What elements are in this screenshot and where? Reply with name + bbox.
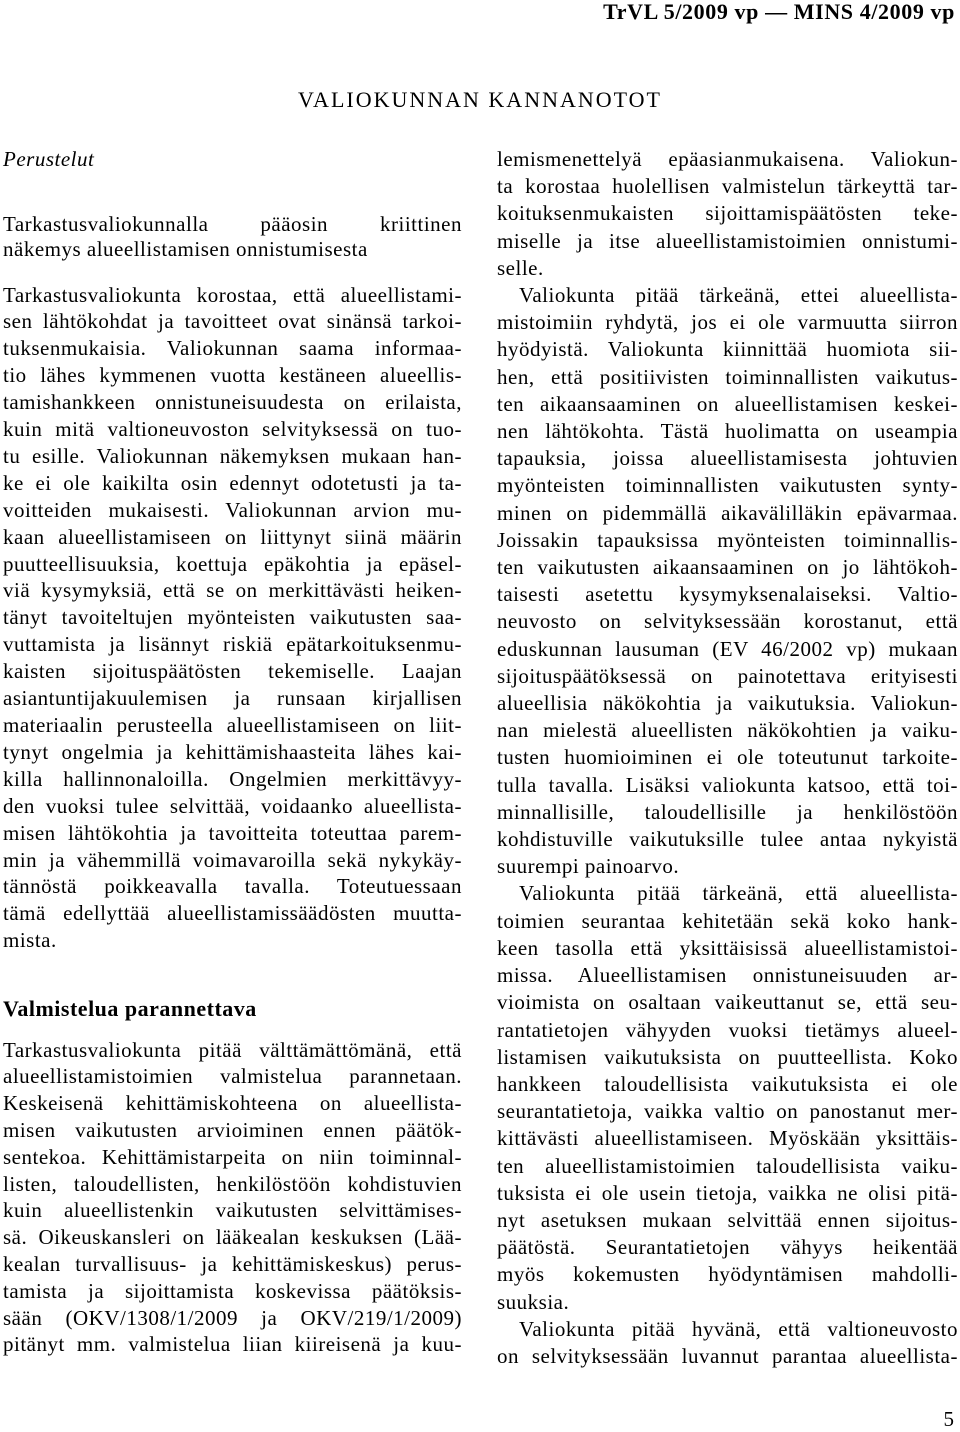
- text-line: mista.: [3, 928, 57, 953]
- text-line: nan mielestä alueellisten näkökohtien ja vaiku-: [497, 718, 958, 743]
- text-line: tuksenmukaisia. Valiokunnan saama informaa-: [3, 336, 462, 361]
- text-line: neuvosto on selvityksessään korostanut, että: [497, 609, 958, 634]
- text-line: ten aikaansaaminen on alueellistamisen keskei-: [497, 391, 958, 416]
- text-line: taisesti asetettu kysymyksenalaiseksi. Valtio-: [497, 582, 958, 607]
- text-line: asiantuntijakuulemisen ja runsaan kirjallisen: [3, 686, 462, 711]
- text-line: alueellisia näkökohtia ja vaikutuksia. Valiokun-: [497, 691, 958, 716]
- paragraph: [3, 1037, 462, 1359]
- text-line: tamista ja sijoittamista koskevissa päätöksis-: [3, 1278, 462, 1303]
- text-line: tänyt tavoiteltujen myönteisten vaikutusten saa-: [3, 605, 462, 630]
- paragraph: [497, 146, 958, 282]
- text-line: kaan alueellistamiseen on liittynyt siinä määrin: [3, 524, 462, 549]
- section-label: Perustelut: [3, 147, 95, 171]
- text-line: min ja vähemmillä voimavaroilla sekä nykykäy-: [3, 847, 462, 872]
- text-line: ten alueellistamistoimien taloudellisista vaiku-: [497, 1153, 958, 1178]
- text-line: keen tasolla että yksittäisissä alueellistamistoi-: [497, 935, 958, 960]
- text-line: tu esille. Valiokunnan näkemyksen mukaan han-: [3, 443, 462, 468]
- text-line: tynyt ongelmia ja kehittämishaasteita lähes kai-: [3, 739, 462, 764]
- text-line: myös kokemusten hyödyntämisen mahdolli-: [497, 1262, 958, 1287]
- text-line: Tarkastusvaliokunta korostaa, että alueellistami-: [3, 282, 462, 307]
- text-line: puutteellisuuksia, koettuja epäkohtia ja epäsel-: [3, 551, 462, 576]
- page-number: 5: [943, 1407, 954, 1431]
- text-line: on selvityksessään luvannut parantaa alueellista-: [497, 1343, 958, 1368]
- text-line: miselle ja itse alueellistamistoimien onnistumi-: [497, 228, 958, 253]
- subheading: Valmistelua parannettava: [3, 995, 257, 1021]
- text-line: Joissakin tapauksissa myönteisten toiminnallis-: [497, 527, 958, 552]
- text-line: mistoimiin ryhdytä, jos ei ole varmuutta siirron: [497, 310, 958, 335]
- text-line: sään (OKV/1308/1/2009 ja OKV/219/1/2009): [3, 1305, 462, 1330]
- text-line: kaisten sijoituspäätösten tekemiselle. Laajan: [3, 659, 462, 684]
- page-title: VALIOKUNNAN KANNANOTOT: [298, 87, 662, 112]
- text-line: päätöstä. Seurantatietojen vähyys heikentää: [497, 1235, 958, 1260]
- text-line: tuksista ei ole usein tietoja, vaikka ne olisi pitä-: [497, 1180, 958, 1205]
- text-line: kealan turvallisuus- ja kehittämiskeskus) perus-: [3, 1252, 462, 1277]
- text-line: minnallisille, taloudellisille ja henkilöstöön: [497, 799, 958, 824]
- text-line: tusten huomioiminen ei ole toteutunut tarkoite-: [497, 745, 958, 770]
- text-line: selle.: [497, 255, 544, 280]
- text-line: ten vaikutusten aikaansaaminen on jo lähtökoh-: [497, 555, 958, 580]
- text-line: listamisen vaikutuksista on puutteellista. Koko: [497, 1044, 958, 1069]
- text-line: sentekoa. Kehittämistarpeita on niin toiminnal-: [3, 1144, 462, 1169]
- text-line: näkemys alueellistamisen onnistumisesta: [3, 237, 368, 261]
- text-line: myönteisten toiminnallisten vaikutusten synty-: [497, 473, 958, 498]
- text-line: hankkeen taloudellisista vaikutuksista ei ole: [497, 1071, 958, 1096]
- text-line: killa hallinnonaloilla. Ongelmien merkittävyy-: [3, 766, 462, 791]
- text-line: tämä edellyttää alueellistamissäädösten muutta-: [3, 901, 462, 926]
- text-line: Tarkastusvaliokunta pitää välttämättömänä, että: [3, 1037, 462, 1062]
- text-line: vioimista on osaltaan vaikeuttanut se, että seu-: [497, 990, 958, 1015]
- text-line: suurempi painoarvo.: [497, 854, 680, 879]
- running-head: TrVL 5/2009 vp — MINS 4/2009 vp: [603, 0, 955, 24]
- text-line: Tarkastusvaliokunnalla pääosin kriittinen: [3, 212, 462, 236]
- text-line: misen vaikutusten arvioiminen ennen päätök-: [3, 1118, 462, 1143]
- text-line: Valiokunta pitää tärkeänä, että alueellista-: [519, 881, 958, 906]
- text-line: kittävästi alueellistamiseen. Myöskään yksittäis-: [497, 1126, 958, 1151]
- text-line: lemismenettelyä epäasianmukaisena. Valiokun-: [497, 147, 958, 171]
- text-line: sä. Oikeuskansleri on lääkealan keskuksen (Lää-: [3, 1225, 462, 1250]
- paragraph: [497, 880, 958, 1315]
- text-line: listen, taloudellisten, henkilöstöön kohdistuvien: [3, 1171, 462, 1196]
- paragraph: [497, 282, 958, 880]
- text-line: vuttamista ja lisännyt riskiä epätarkoituksenmu-: [3, 632, 462, 657]
- text-line: ke ei ole kaikilta osin edennyt odotetusti ja ta-: [3, 470, 462, 495]
- text-line: tapauksia, joissa alueellistamisesta johtuvien: [497, 446, 958, 471]
- text-line: kuin mitä valtioneuvoston selvityksessä on tuo-: [3, 417, 462, 442]
- text-line: nyt asetuksen mukaan selvittää ennen sijoitus-: [497, 1207, 958, 1232]
- paragraph: [497, 1316, 958, 1370]
- text-line: seurantatietoja, vaikka valtio on panostanut mer-: [497, 1099, 958, 1124]
- text-line: Valiokunta pitää hyvänä, että valtioneuvosto: [519, 1316, 958, 1341]
- text-line: pitänyt mm. valmistelua liian kiireisenä ja kuu-: [3, 1332, 462, 1357]
- text-line: tamishankkeen onnistuneisuudesta on erilaista,: [3, 390, 462, 415]
- text-line: Keskeisenä kehittämiskohteena on alueellista-: [3, 1091, 462, 1116]
- text-line: kuin alueellistenkin vaikutusten selvittämises-: [3, 1198, 462, 1223]
- text-line: nen lähtökohta. Tästä huolimatta on useampia: [497, 419, 958, 444]
- text-line: tio lähes kymmenen vuotta kestäneen alueellis-: [3, 363, 462, 388]
- text-line: hyödyistä. Valiokunta kiinnittää huomiota sii-: [497, 337, 958, 362]
- text-line: den vuoksi tulee selvittää, voidaanko alueellista-: [3, 793, 462, 818]
- text-line: ta korostaa huolellisen valmistelun tärkeyttä tar-: [497, 174, 958, 199]
- text-line: tulla tavalla. Lisäksi valiokunta katsoo, että toi-: [497, 772, 958, 797]
- text-line: suuksia.: [497, 1289, 570, 1314]
- text-line: rantatietojen vähyyden vuoksi tietämys alueel-: [497, 1017, 958, 1042]
- paragraph: [3, 282, 462, 955]
- text-line: sen lähtökohdat ja tavoitteet ovat sinänsä tarkoi-: [3, 309, 462, 334]
- text-line: koituksenmukaisten sijoittamispäätösten teke-: [497, 201, 958, 226]
- text-line: kohdistuville vaikutuksille tulee antaa nykyistä: [497, 827, 958, 852]
- text-line: hen, että positiivisten toiminnallisten vaikutus-: [497, 364, 958, 389]
- text-line: viä kysymyksiä, että se on merkittävästi heiken-: [3, 578, 462, 603]
- text-line: toimien seurantaa kehitetään sekä koko hank-: [497, 908, 958, 933]
- subheading: [3, 212, 462, 262]
- text-line: tännöstä poikkeavalla tavalla. Toteutuessaan: [3, 874, 462, 899]
- text-line: materiaalin perusteella alueellistamiseen on liit-: [3, 713, 462, 737]
- text-line: voitteiden mukaisesti. Valiokunnan arvion mu-: [3, 497, 462, 522]
- text-line: eduskunnan lausuman (EV 46/2002 vp) mukaan: [497, 636, 958, 661]
- left-column: [3, 146, 462, 1358]
- text-line: missa. Alueellistamisen onnistuneisuuden ar-: [497, 963, 958, 988]
- text-line: sijoituspäätöksessä on painotettava erityisesti: [497, 663, 958, 688]
- text-line: Valiokunta pitää tärkeänä, ettei alueellista-: [519, 283, 958, 308]
- right-column: [497, 146, 958, 1370]
- text-line: misen lähtökohtia ja tavoitteita toteuttaa parem-: [3, 820, 462, 845]
- text-line: alueellistamistoimien valmistelua parannetaan.: [3, 1064, 462, 1089]
- text-line: minen on pidemmällä aikavälilläkin epävarmaa.: [497, 500, 958, 525]
